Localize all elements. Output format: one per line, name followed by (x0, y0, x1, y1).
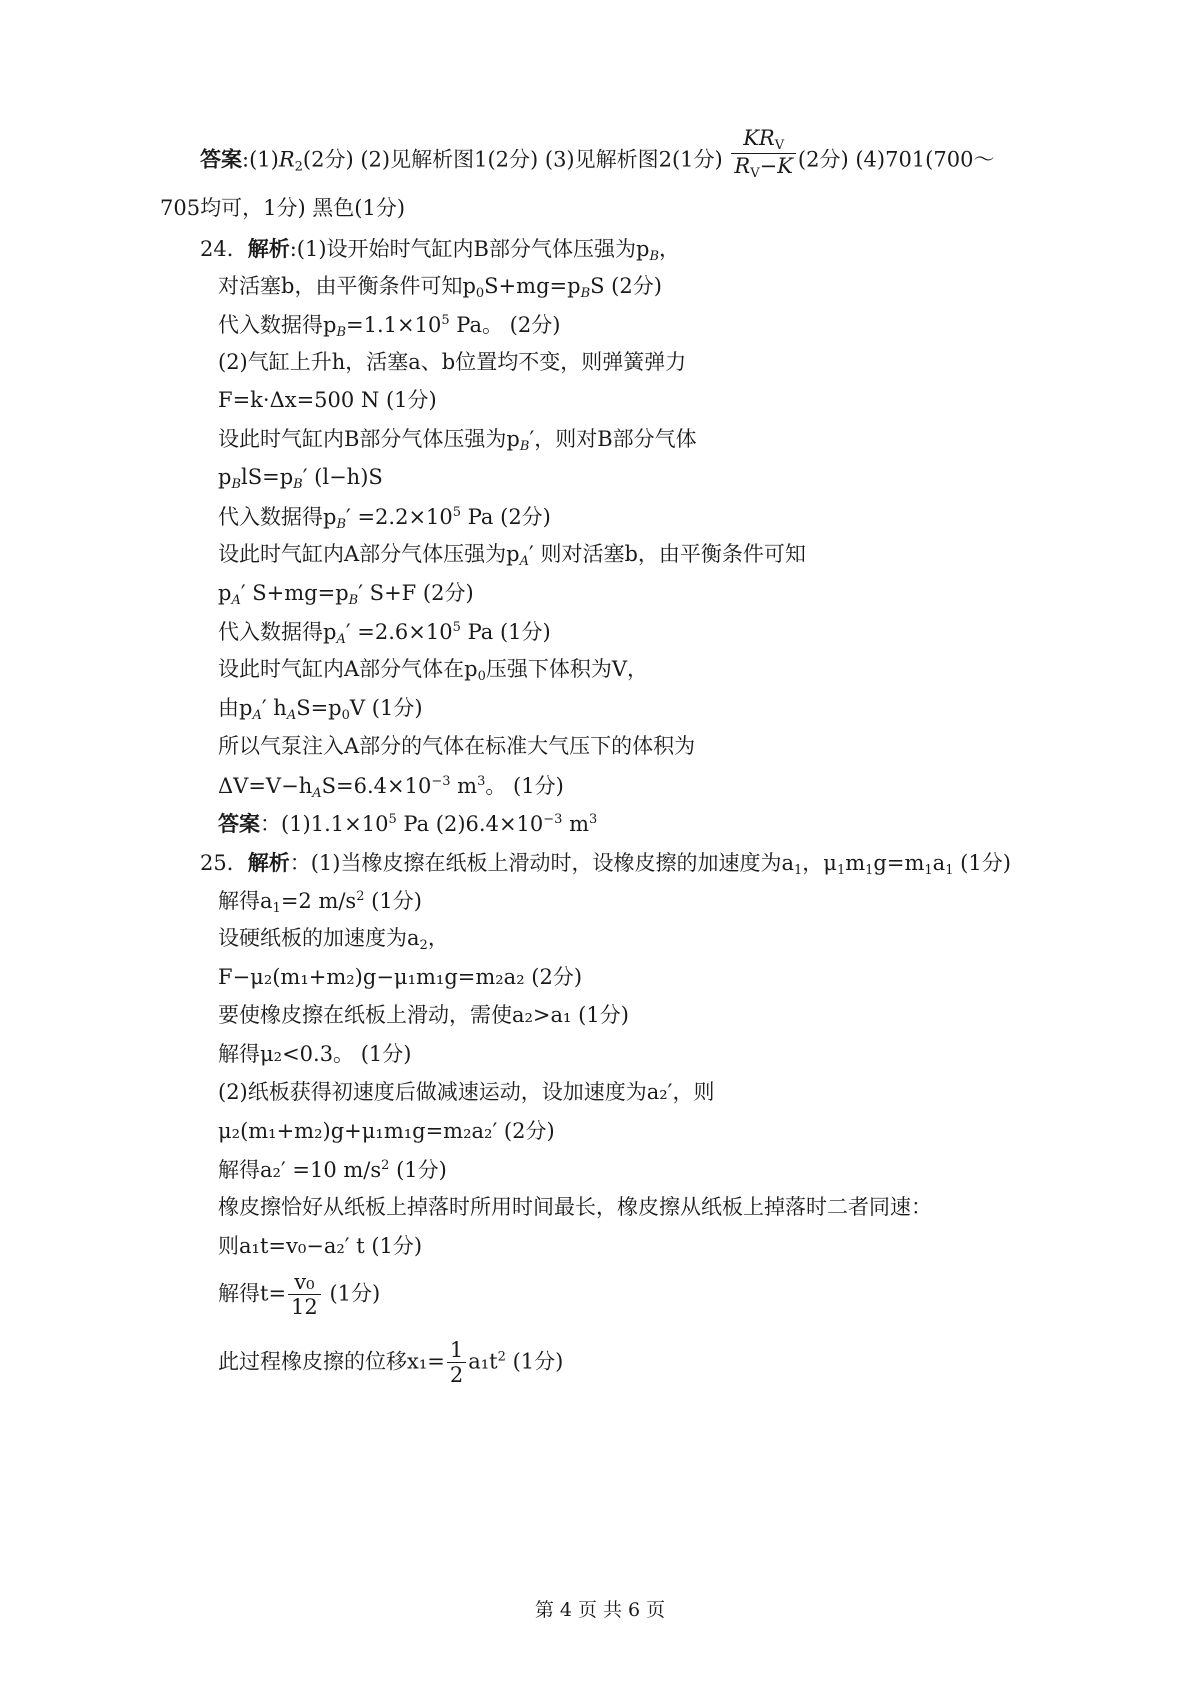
q25-line-9: 解得a₂′ =10 $m/s^2$ (1分) (218, 1158, 447, 1182)
q25-line-10: 橡皮擦恰好从纸板上掉落时所用时间最长，橡皮擦从纸板上掉落时二者同速： (218, 1195, 932, 1219)
q24-line-6: 设此时气缸内B部分气体压强为$p_B'$，则对B部分气体 (218, 427, 697, 454)
q24-line-5: F=k·Δx=500 N (1分) (218, 388, 437, 412)
q24-line-15: $\Delta V=V-h_AS=6.4\times 10^{-3}$ $m^3$。 (1分) (218, 774, 564, 801)
q24-line-4: (2)气缸上升h，活塞a、b位置均不变，则弹簧弹力 (218, 350, 687, 374)
fraction-v0-12: $\frac{\text{v₀}}{12}$ (288, 1272, 321, 1318)
page-footer: 第 4 页 共 6 页 (534, 1599, 666, 1621)
q24-line-8: 代入数据得$p_B' =2.2\times 10^5$ Pa (2分) (218, 505, 551, 532)
q24-line-2: 对活塞b，由平衡条件可知$p_0S+mg=p_BS$ (2分) (218, 274, 662, 301)
q24-answer: 答案：$(1)1.1\times 10^5$ Pa $(2)6.4\times 10^{-3}$ $m^3$ (218, 811, 598, 836)
fraction-one-half: $\frac{1}{2}$ (447, 1340, 466, 1386)
q25-line-1: 25．解析：(1)当橡皮擦在纸板上滑动时，设橡皮擦的加速度为$a_1$，$\mu_1m_1g=m_1a_1$ (1分) (200, 850, 1011, 878)
q25-line-7: (2)纸板获得初速度后做减速运动，设加速度为a₂′，则 (218, 1080, 715, 1104)
q25-line-12: 解得t= $\frac{\text{v₀}}{12}$ (1分) (218, 1270, 381, 1319)
q25-line-11: 则a₁t=v₀−a₂′ t (1分) (218, 1234, 423, 1258)
q24-line-14: 所以气泵注入A部分的气体在标准大气压下的体积为 (218, 734, 696, 758)
q24-line-3: 代入数据得$p_B=1.1\times 10^5$ Pa。 (2分) (218, 313, 561, 340)
q25-line-13: 此过程橡皮擦的位移x₁= $\frac{1}{2}$ $a_1t^2$ (1分) (218, 1338, 564, 1387)
q24-line-13: 由$p_A'$ $h_AS=p_0V$ (1分) (218, 696, 423, 723)
q24-line-12: 设此时气缸内A部分气体在$p_0$压强下体积为V， (218, 657, 649, 684)
q25-line-6: 解得μ₂<0.3。 (1分) (218, 1042, 412, 1066)
q25-line-4: F−μ₂(m₁+m₂)g−μ₁m₁g=m₂a₂ (2分) (218, 965, 583, 989)
q25-line-3: 设硬纸板的加速度为$a_2$， (218, 926, 449, 953)
q24-line-10: $p_A'$ $S+mg=p_B'$ S+F (2分) (218, 581, 474, 608)
answer-line-23-cont: 705均可，1分) 黑色(1分) (160, 196, 406, 220)
q25-line-8: μ₂(m₁+m₂)g+μ₁m₁g=m₂a₂′ (2分) (218, 1119, 555, 1143)
q25-line-2: 解得$a_1=2$ $m/s^2$ (1分) (218, 889, 422, 916)
q25-line-5: 要使橡皮擦在纸板上滑动，需使a₂>a₁ (1分) (218, 1003, 629, 1027)
answer-line-23: 答案$:(1)R_2(2$分) (2)见解析图1(2分) (3)见解析图2(1分) $\frac{KR_V}{R_V-K}$ (2分) (4)701(700～ (200, 126, 995, 181)
fraction-krv: $\frac{KR_V}{R_V-K}$ (731, 128, 796, 180)
q24-line-7: $p_BlS=p_B'$ (l−h)S (218, 465, 383, 492)
answer-label: 答案 (200, 146, 242, 172)
q24-line-9: 设此时气缸内A部分气体压强为$p_A'$ 则对活塞b，由平衡条件可知 (218, 542, 806, 569)
q24-line-1: 24．解析:(1)设开始时气缸内B部分气体压强为$p_B$， (200, 236, 680, 264)
q24-line-11: 代入数据得$p_A' =2.6\times 10^5$ Pa (1分) (218, 620, 551, 647)
